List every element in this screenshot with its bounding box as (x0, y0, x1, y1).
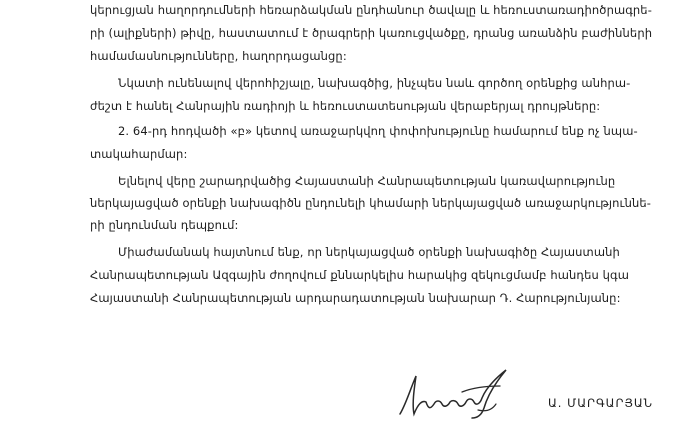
body-text-line: Հանրապետության Ազգային ժողովում քննարկելիս hարակից զեկուցմամբ հանդես կգա (90, 268, 630, 282)
body-text-line: կերուցյան հաղորդումների հեռարձակման ընդհանուր ծավալը և հեռուստառադիոծրագրե- (90, 3, 652, 17)
signer-name: Ա. ՄԱՐԳԱՐՅԱՆ (548, 396, 654, 410)
body-text-line: Ելնելով վերը շարադրվածից Հայաստանի Հանրապետության կառավարությունը (118, 174, 616, 188)
handwritten-signature (392, 364, 524, 424)
signature-graphic (392, 364, 524, 424)
body-text-line: համամասնությունները, հաղորդացանցը: (90, 49, 347, 63)
body-text-line: Նկատի ունենալով վերոհիշյալը, նախագծից, ինչպես նաև գործող օրենքից անհրա- (118, 76, 631, 90)
body-text-line: րի (ալիքների) թիվը, հաստատում է ծրագրերի կառուցվածքը, դրանց առանձին բաժինների (90, 26, 653, 40)
body-text-line: Հայաստանի Հանրապետության արդարադատության նախարար Դ. Հարությունյանը: (90, 291, 621, 305)
body-text-line: րի ընդունման դեպքում: (90, 218, 239, 232)
body-text-line: 2. 64-րդ հոդվածի «բ» կետով առաջարկվող փոփոխությունը համարում ենք ոչ նպա- (118, 124, 638, 138)
body-text-line: տակահարմար: (90, 147, 188, 161)
body-text-line: ներկայացված օրենքի նախագիծն ընդունելի կհամարի ներկայացված առաջարկություննե- (90, 196, 652, 210)
body-text-line: ժեշտ է հանել Հանրային ռադիոյի և հեռուստատեսության վերաբերյալ դրույթները: (90, 99, 601, 113)
body-text-line: Միաժամանակ հայտնում ենք, որ ներկայացված օրենքի նախագիծը Հայաստանի (118, 245, 620, 259)
